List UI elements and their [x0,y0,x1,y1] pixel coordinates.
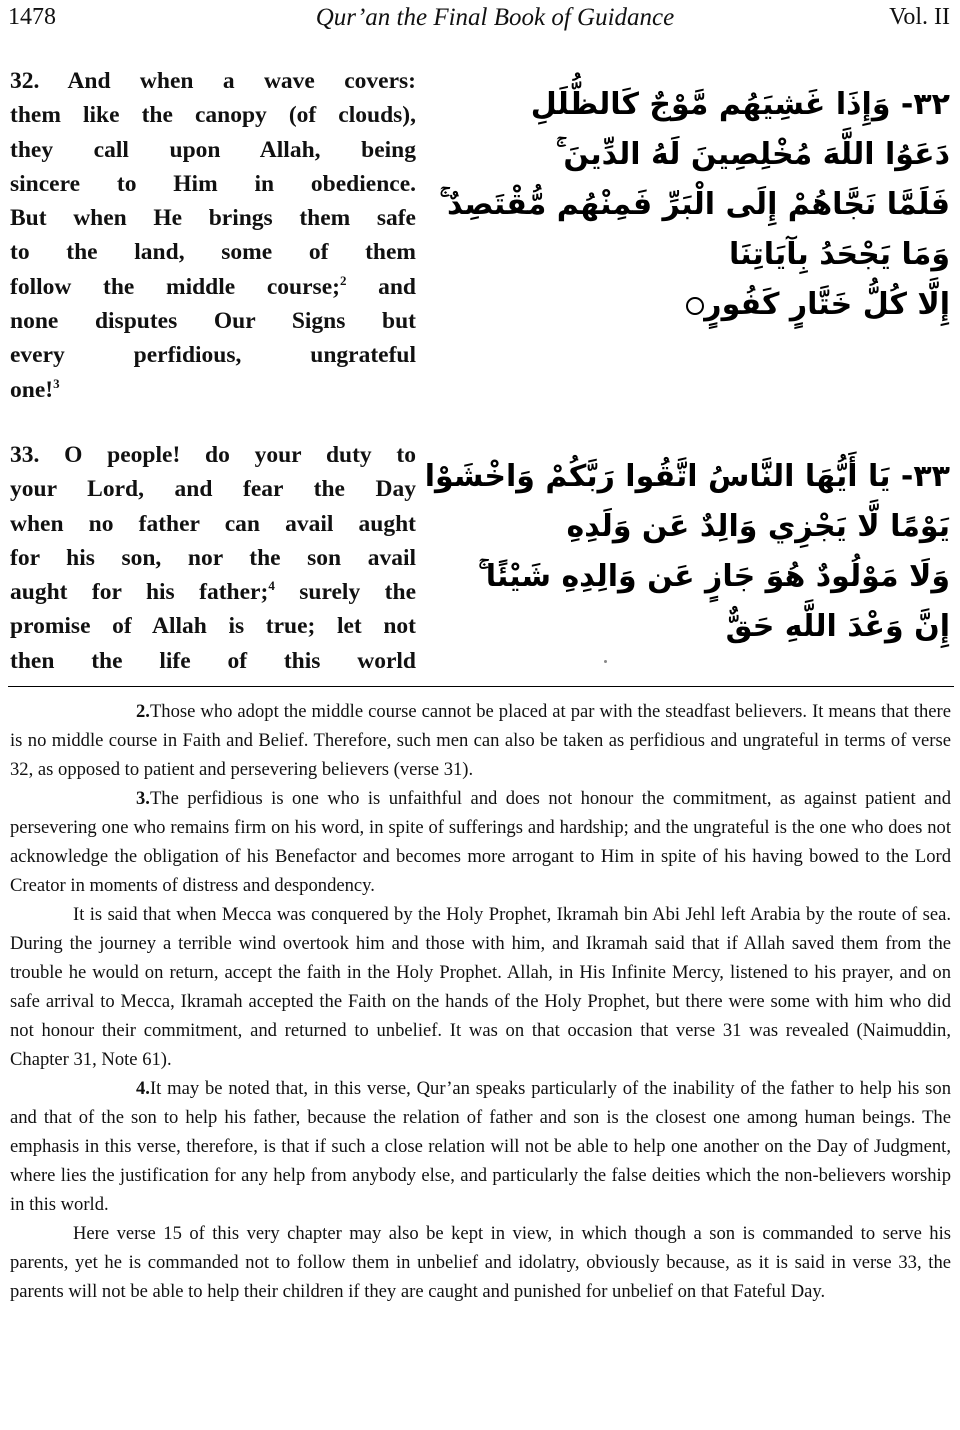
arabic-line: وَمَا يَجْحَدُ بِآيَاتِنَا [728,237,950,272]
verse-line: when no father can avail aught [10,510,416,537]
verse-line: for his son, nor the son avail [10,544,416,571]
verse-line: your Lord, and fear the Day [10,476,416,503]
verse-line: then the life of this world [10,647,416,674]
verse-end-mark [686,297,704,315]
verse-line: promise of Allah is true; let not [10,613,416,640]
arabic-line: إِنَّ وَعْدَ اللَّهِ حَقٌّ [725,609,950,644]
arabic-line: ٣٢- وَإِذَا غَشِيَهُم مَّوْجٌ كَالظُّلَلِ [530,87,950,122]
footnote-3-continuation: It is said that when Mecca was conquered by the Holy Prophet, Ikramah bin Abi Jehl left Arabia by the route of sea. During the journey a terrible wind overtook him and those with him, and Ikramah said that if Allah saved them from the trouble he would on return, accept the faith in the Holy Prophet. Allah, in His Infinite Mercy, listened to his prayer, and on safe arrival to Mecca, Ikramah accepted the Faith on the hands of the Holy Prophet, but there were some with him who did not honour their commitment, and returned to unbelief. It was on that occasion that verse 31 was revealed (Naimuddin, Chapter 31, Note 61). [10,904,951,1070]
arabic-line: إِلَّا كُلُّ خَتَّارٍ كَفُورٍ [540,280,950,330]
verse-32-arabic [439,80,950,330]
arabic-line: ٣٣- يَا أَيُّهَا النَّاسُ اتَّقُوا رَبَّكُمْ وَاخْشَوْا [424,459,950,494]
page-number: 1478 [8,4,56,30]
footnote-3: 3.The perfidious is one who is unfaithful and does not honour the commitment, as against patient and persevering one who remains firm on his word, in spite of sufferings and hardship; and the ungrateful is the one who does not acknowledge the obligation of his Benefactor and becomes more arrogant to Him in spite of his having bowed to the Lord Creator in moments of distress and despondency. [10,784,951,900]
verse-line: follow the middle course;$^2$ and [10,272,417,300]
verse-line: them like the canopy (of clouds), [10,102,416,129]
page-header [0,0,960,34]
verse-33-arabic [424,452,950,652]
footnote-number: 2. [136,701,150,722]
footnote-ref: 2 [339,272,347,288]
arabic-line: وَلَا مَوْلُودٌ هُوَ جَازٍ عَن وَالِدِهِ شَيْئًا ۚ [478,559,950,594]
footnote-4-continuation: Here verse 15 of this very chapter may also be kept in view, in which though a son is commanded to serve his parents, yet he is commanded not to follow them in unbelief and idolatry, obviously because, as it is said in verse 33, the parents will not be able to help their children if they are caught and punished for unbelief on that Fateful Day. [10,1223,951,1302]
footnote-number: 3. [136,788,150,809]
verse-32-translation [10,64,416,407]
arabic-line: يَوْمًا لَّا يَجْزِي وَالِدٌ عَن وَلَدِهِ [566,509,950,544]
footnote-ref: 4 [268,578,275,594]
arabic-line: دَعَوُا اللَّهَ مُخْلِصِينَ لَهُ الدِّينَ ۚ [555,137,950,172]
verse-line: every perfidious, ungrateful [10,342,416,369]
book-title: Qur’an the Final Book of Guidance [315,4,675,31]
verse-line: 32. And when a wave covers: [10,68,416,94]
volume-label: Vol. II [889,4,950,30]
footnote-ref: 3 [53,375,60,391]
verse-line: 33. O people! do your duty to [10,442,416,468]
stray-dot [604,660,607,663]
verse-line: none disputes Our Signs but [10,308,416,335]
verse-line: one!$^3$ [10,375,60,403]
footnote-2: 2.Those who adopt the middle course cannot be placed at par with the steadfast believers. It means that there is no middle course in Faith and Belief. Therefore, such men can also be taken as perfidious and ungrateful in terms of verse 32, as opposed to patient and persevering believers (verse 31). [10,697,951,784]
verse-33-translation [10,438,416,678]
verse-line: aught for his father;$^4$ surely the [10,578,416,606]
footnote-number: 4. [136,1078,150,1099]
verse-line: sincere to Him in obedience. [10,170,416,197]
footnote-4: 4.It may be noted that, in this verse, Qur’an speaks particularly of the inability of the father to help his son and that of the son to help his father, because the relation of father and son is the closest one among human beings. The emphasis in this verse, therefore, is that if such a close relation will not be able to help one another on the Day of Judgment, where lies the justification for any help from anybody else, and particularly the false deities which the non-believers worship in this world. [10,1074,951,1219]
arabic-line: فَلَمَّا نَجَّاهُمْ إِلَى الْبَرِّ فَمِنْهُم مُّقْتَصِدٌ ۚ [439,187,950,222]
verse-line: to the land, some of them [10,239,416,266]
verse-line: But when He brings them safe [10,205,416,232]
footnotes [10,697,951,1306]
footnote-divider [8,686,954,687]
verse-line: they call upon Allah, being [10,136,416,163]
